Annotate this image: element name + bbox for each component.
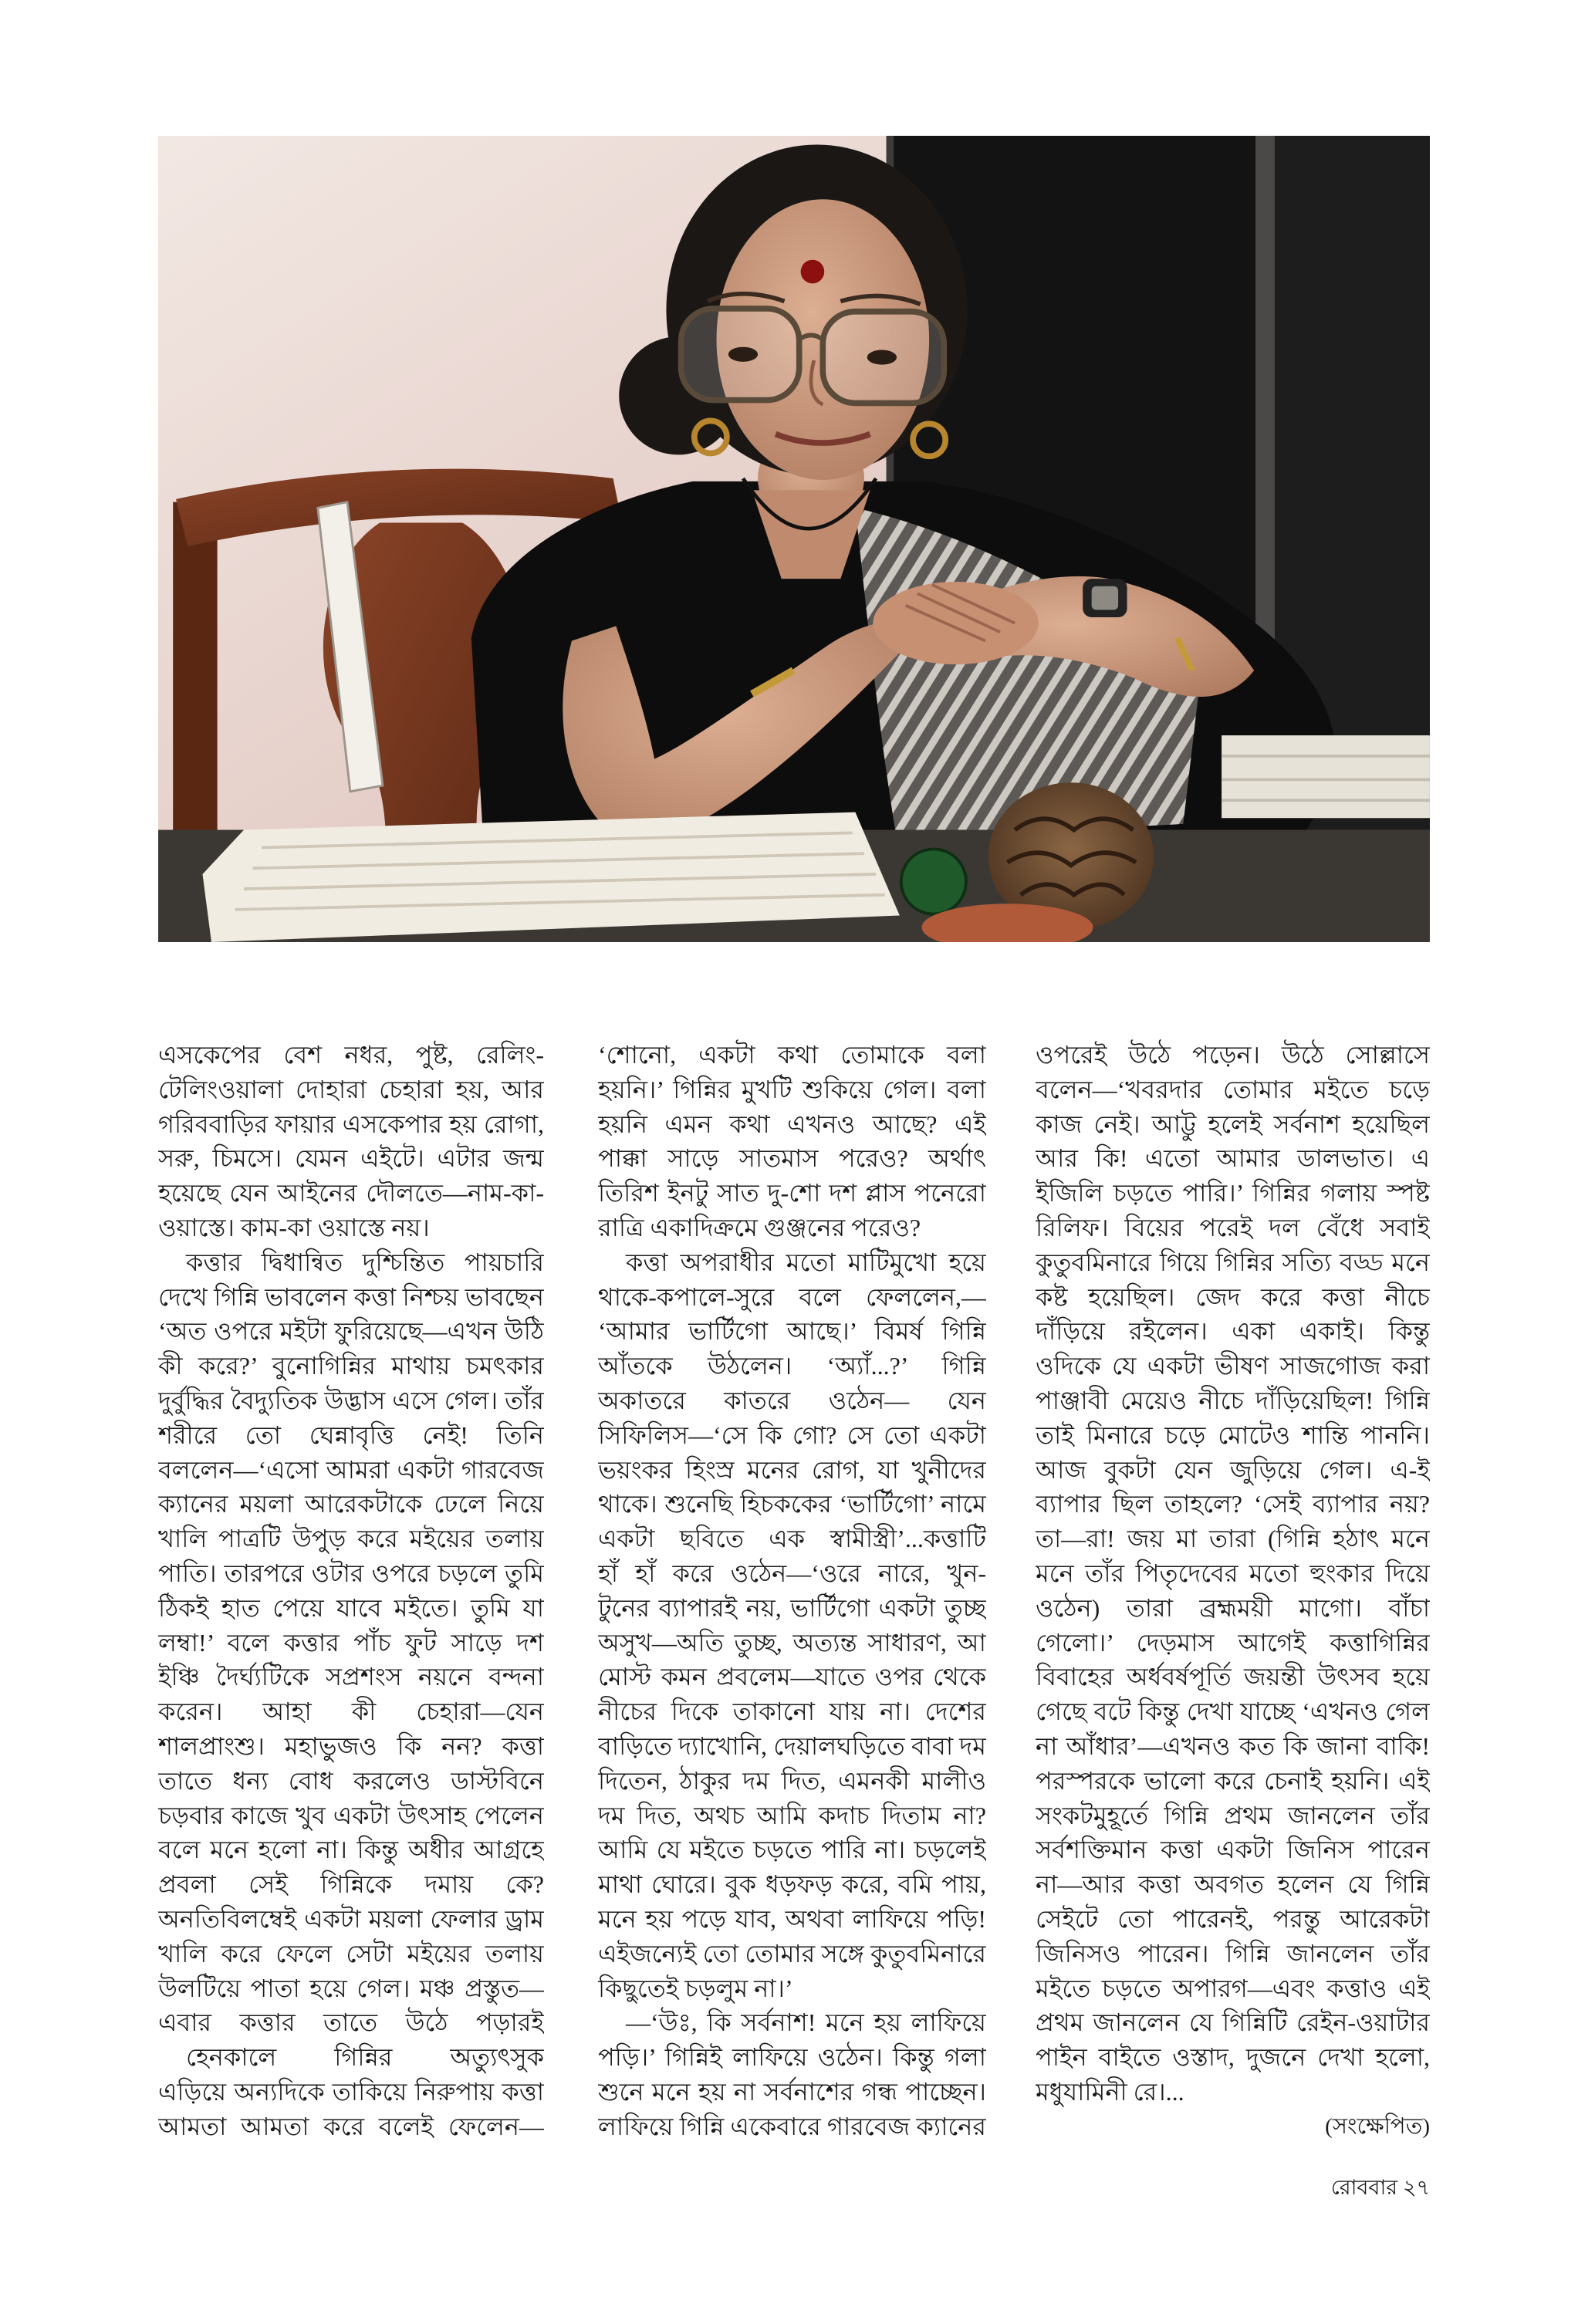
text-line: তাতে ধন্য বোধ করলেও ডাস্টবিনে (158, 1766, 544, 1795)
text-line: ওদিকে যে একটা ভীষণ সাজগোজ করা (1036, 1352, 1430, 1380)
text-line: পাক্কা সাড়ে সাতমাস পরেও? অর্থাৎ (598, 1144, 986, 1173)
text-line: দিতেন, ঠাকুর দম দিত, এমনকী মালীও (598, 1766, 986, 1795)
text-line: ঠিকই হাত পেয়ে যাবে মইতে। তুমি যা (158, 1593, 544, 1622)
paragraph (1036, 1038, 1430, 2110)
text-line: ইঞ্চি দৈর্ঘ্যটিকে সপ্রশংস নয়নে বন্দনা (158, 1663, 544, 1691)
text-line: উলটিয়ে পাতা হয়ে গেল। মঞ্চ প্রস্তুত— (158, 1974, 544, 2002)
text-line: গেছে বটে কিন্তু দেখা যাচ্ছে ‘এখনও গেল (1036, 1697, 1430, 1726)
text-line: দাঁড়িয়ে রইলেন। একা একাই। কিন্তু (1036, 1317, 1430, 1346)
text-line: গরিববাড়ির ফায়ার এসকেপার হয় রোগা, (158, 1110, 544, 1138)
text-line: এইজন্যেই তো তোমার সঙ্গে কুতুবমিনারে (598, 1939, 986, 1968)
text-line: খালি করে ফেলে সেটা মইয়ের তলায় (158, 1939, 544, 1968)
text-line: একটা ছবিতে এক স্বামীস্ত্রী’...কত্তাটি (598, 1525, 986, 1553)
text-line: থাকে-কপালে-সুরে বলে ফেললেন,— (598, 1282, 986, 1311)
text-line: করেন। আহা কী চেহারা—যেন (158, 1697, 544, 1726)
text-line: নীচের দিকে তাকানো যায় না। দেশের (598, 1697, 986, 1726)
text-line: ‘অত ওপরে মইটা ফুরিয়েছে—এখন উঠি (158, 1317, 544, 1346)
text-line: মাথা ঘোরে। বুক ধড়ফড় করে, বমি পায়, (598, 1870, 986, 1899)
text-line: শালপ্রাংশু। মহাভুজও কি নন? কত্তা (158, 1731, 544, 1760)
text-line: কত্তার দ্বিধান্বিত দুশ্চিন্তিত পায়চারি (186, 1248, 544, 1276)
text-line: প্রবলা সেই গিন্নিকে দমায় কে? (158, 1870, 544, 1899)
text-line: ‘আমার ভার্টিগো আছে।’ বিমর্ষ গিন্নি (598, 1317, 986, 1346)
text-line: পরস্পরকে ভালো করে চেনাই হয়নি। এই (1036, 1766, 1430, 1795)
text-line: তা—রা! জয় মা তারা (গিন্নি হঠাৎ মনে (1036, 1525, 1430, 1553)
text-line: ভয়ংকর হিংস্র মনের রোগ, যা খুনীদের (598, 1455, 986, 1484)
text-line: কষ্ট হয়েছিল। জেদ করে কত্তা নীচে (1036, 1282, 1430, 1311)
text-line: আমি যে মইতে চড়তে পারি না। চড়লেই (598, 1836, 986, 1864)
text-line: টুনের ব্যাপারই নয়, ভার্টিগো একটা তুচ্ছ (598, 1593, 986, 1622)
text-line: পাতি। তারপরে ওটার ওপরে চড়লে তুমি (158, 1559, 544, 1587)
text-line: ব্যাপার ছিল তাহলে? ‘সেই ব্যাপার নয়? (1036, 1490, 1430, 1518)
column-text (598, 1038, 986, 2144)
text-line: সর্বশক্তিমান কত্তা একটা জিনিস পারেন (1036, 1836, 1430, 1864)
text-line: থাকে। শুনেছি হিচককের ‘ভার্টিগো’ নামে (598, 1490, 986, 1518)
text-line: বলেন—‘খবরদার তোমার মইতে চড়ে (1036, 1075, 1430, 1103)
text-line: হাঁ হাঁ করে ওঠেন—‘ওরে নারে, খুন- (598, 1559, 986, 1587)
text-line: রিলিফ। বিয়ের পরেই দল বেঁধে সবাই (1036, 1213, 1430, 1241)
text-line: মধুযামিনী রে।... (1036, 2077, 1184, 2106)
paragraph (598, 1038, 986, 1245)
page-folio: রোববার ২৭ (1330, 2176, 1430, 2199)
text-line: অনতিবিলম্বেই একটা ময়লা ফেলার ড্রাম (158, 1904, 544, 1933)
column-text (158, 1038, 544, 2144)
text-line: মোস্ট কমন প্রবলেম—যাতে ওপর থেকে (598, 1663, 986, 1691)
text-line: রাত্রি একাদিক্রমে গুঞ্জনের পরেও? (598, 1213, 921, 1241)
text-line: বলে মনে হলো না। কিন্তু অধীর আগ্রহে (158, 1836, 544, 1864)
text-line: সংকটমুহূর্তে গিন্নি প্রথম জানলেন তাঁর (1036, 1801, 1430, 1829)
paragraph (158, 1245, 544, 2040)
paragraph (598, 1245, 986, 2006)
text-line: —‘উঃ, কি সর্বনাশ! মনে হয় লাফিয়ে (626, 2008, 986, 2037)
text-line: মইতে চড়তে অপারগ—এবং কত্তাও এই (1036, 1974, 1430, 2002)
text-line: প্রথম জানলেন যে গিন্নিটি রেইন-ওয়াটার (1036, 2008, 1430, 2037)
text-line: পাঞ্জাবী মেয়েও নীচে দাঁড়িয়েছিল! গিন্নি (1036, 1386, 1430, 1414)
text-line: হয়নি এমন কথা এখনও আছে? এই (598, 1110, 986, 1138)
text-line: এবার কত্তার তাতে উঠে পড়ারই (158, 2008, 544, 2037)
article-photo (158, 136, 1430, 942)
text-line: বললেন—‘এসো আমরা একটা গারবেজ (158, 1455, 544, 1484)
text-line: না—আর কত্তা অবগত হলেন যে গিন্নি (1036, 1870, 1430, 1899)
text-line: কিছুতেই চড়লুম না।’ (598, 1974, 793, 2002)
text-line: খালি পাত্রটি উপুড় করে মইয়ের তলায় (158, 1525, 544, 1553)
text-line: মনে তাঁর পিতৃদেবের মতো হুংকার দিয়ে (1036, 1559, 1430, 1587)
text-line: হেনকালে গিন্নির অত্যুৎসুক (186, 2043, 544, 2072)
text-line: কুতুবমিনারে গিয়ে গিন্নির সত্যি বড্ড মনে (1036, 1248, 1430, 1276)
article-column-2 (598, 1038, 986, 2144)
text-line: চড়বার কাজে খুব একটা উৎসাহ পেলেন (158, 1801, 544, 1829)
text-line: কত্তা অপরাধীর মতো মাটিমুখো হয়ে (626, 1248, 986, 1276)
text-line: আমতা আমতা করে বলেই ফেলেন— (158, 2112, 544, 2140)
text-line: সরু, চিমসে। যেমন এইটে। এটার জন্ম (158, 1144, 544, 1173)
text-line: ওয়াস্তে। কাম-কা ওয়াস্তে নয়। (158, 1213, 430, 1241)
text-line: লাফিয়ে গিন্নি একেবারে গারবেজ ক্যানের (598, 2112, 986, 2140)
text-line: মনে হয় পড়ে যাব, অথবা লাফিয়ে পড়ি! (598, 1904, 986, 1933)
text-line: এসকেপের বেশ নধর, পুষ্ট, রেলিং- (158, 1041, 544, 1069)
text-line: তাই মিনারে চড়ে মোটেও শান্তি পাননি। (1036, 1420, 1430, 1449)
text-line: দেখে গিন্নি ভাবলেন কত্তা নিশ্চয় ভাবছেন (158, 1282, 544, 1311)
text-line: শুনে মনে হয় না সর্বনাশের গন্ধ পাচ্ছেন। (598, 2077, 986, 2106)
text-line: ‘শোনো, একটা কথা তোমাকে বলা (598, 1041, 986, 1069)
text-line: আর কি! এতো আমার ডালভাত। এ (1036, 1144, 1430, 1173)
text-line: ওঠেন) তারা ব্রহ্মময়ী মাগো। বাঁচা (1036, 1593, 1430, 1622)
text-line: শরীরে তো ঘেন্নাবৃত্তি নেই! তিনি (158, 1420, 544, 1449)
text-line: কাজ নেই। আট্টু হলেই সর্বনাশ হয়েছিল (1036, 1110, 1430, 1138)
text-line: দুর্বুদ্ধির বৈদ্যুতিক উদ্ভাস এসে গেল। তাঁর (158, 1386, 544, 1414)
article-column-1 (158, 1038, 544, 2144)
text-line: ওপরেই উঠে পড়েন। উঠে সোল্লাসে (1036, 1041, 1430, 1069)
column-text (1036, 1038, 1430, 2110)
text-line: বিবাহের অর্ধবর্ষপূর্তি জয়ন্তী উৎসব হয়ে (1036, 1663, 1430, 1691)
text-line: দম দিত, অথচ আমি কদাচ দিতাম না? (598, 1801, 986, 1829)
text-line: গেলো।’ দেড়মাস আগেই কত্তাগিন্নির (1036, 1628, 1430, 1657)
text-line: পড়ি।’ গিন্নিই লাফিয়ে ওঠেন। কিন্তু গলা (598, 2043, 986, 2072)
text-line: তিরিশ ইনটু সাত দু-শো দশ প্লাস পনেরো (598, 1179, 986, 1208)
text-line: ইজিলি চড়তে পারি।’ গিন্নির গলায় স্পষ্ট (1036, 1179, 1430, 1208)
green-ball (901, 849, 966, 914)
text-line: অকাতরে কাতরে ওঠেন— যেন (598, 1386, 986, 1414)
text-line: সিফিলিস—‘সে কি গো? সে তো একটা (598, 1420, 986, 1449)
article-column-3 (1036, 1038, 1430, 2144)
paragraph (158, 1038, 544, 1245)
text-line: পাইন বাইতে ওস্তাদ, দুজনে দেখা হলো, (1036, 2043, 1430, 2072)
text-line: বাড়িতে দ্যাখোনি, দেয়ালঘড়িতে বাবা দম (598, 1731, 986, 1760)
text-line: ক্যানের ময়লা আরেকটাকে ঢেলে নিয়ে (158, 1490, 544, 1518)
text-line: না আঁধার’—এখনও কত কি জানা বাকি! (1036, 1731, 1430, 1760)
text-line: হয়েছে যেন আইনের দৌলতে—নাম-কা- (158, 1179, 544, 1208)
text-line: হয়নি।’ গিন্নির মুখটি শুকিয়ে গেল। বলা (598, 1075, 986, 1103)
text-line: লম্বা!’ বলে কত্তার পাঁচ ফুট সাড়ে দশ (158, 1628, 544, 1657)
abridged-note: (সংক্ষেপিত) (1325, 2113, 1430, 2139)
text-line: অসুখ—অতি তুচ্ছ, অত্যন্ত সাধারণ, আ (598, 1628, 986, 1657)
text-line: সেইটে তো পারেনই, পরন্তু আরেকটা (1036, 1904, 1430, 1933)
text-line: আঁতকে উঠলেন। ‘অ্যাঁ...?’ গিন্নি (598, 1352, 986, 1380)
paragraph (158, 2040, 544, 2143)
text-line: টেলিংওয়ালা দোহারা চেহারা হয়, আর (158, 1075, 544, 1103)
text-line: আজ বুকটা যেন জুড়িয়ে গেল। এ-ই (1036, 1455, 1430, 1484)
text-line: কী করে?’ বুনোগিন্নির মাথায় চমৎকার (158, 1352, 544, 1380)
paragraph (598, 2005, 986, 2143)
photo-woman-at-desk (158, 136, 1430, 942)
text-line: এড়িয়ে অন্যদিকে তাকিয়ে নিরুপায় কত্তা (158, 2077, 544, 2106)
text-line: জিনিসও পারেন। গিন্নি জানলেন তাঁর (1036, 1939, 1430, 1968)
